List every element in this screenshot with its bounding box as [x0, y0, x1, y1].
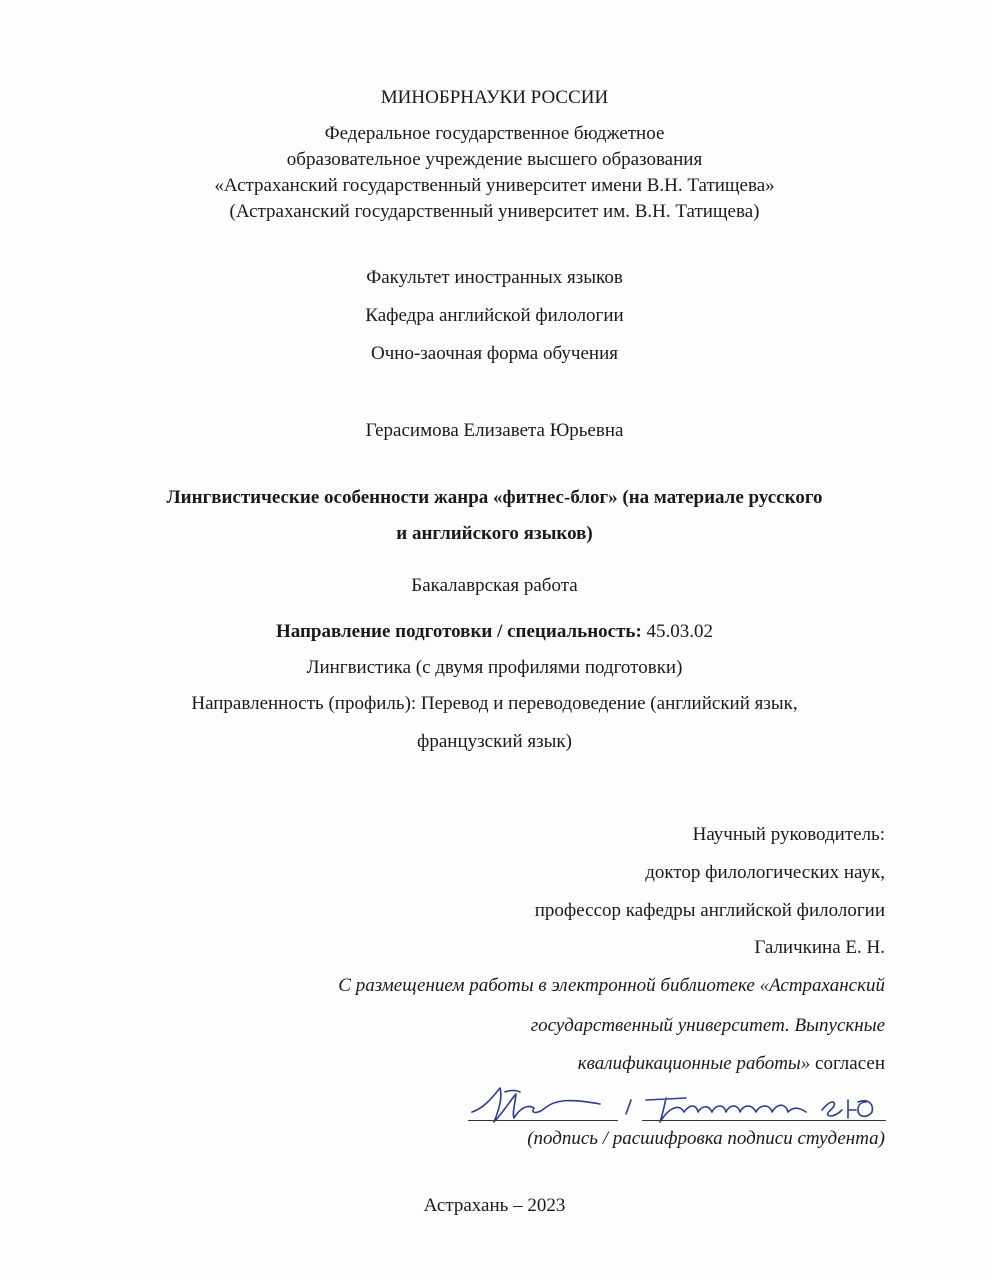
direction-code: 45.03.02	[641, 621, 714, 642]
consent-line-3	[578, 1052, 885, 1076]
direction-name: Лингвистика (с двумя профилями подготовки)	[306, 657, 683, 678]
profile-line-1: Направленность (профиль): Перевод и переводоведение (английский язык,	[191, 693, 798, 714]
supervisor-name: Галичкина Е. Н.	[754, 937, 885, 958]
city-year: Астрахань – 2023	[423, 1195, 566, 1216]
department-name: Кафедра английской филологии	[365, 305, 624, 326]
org-line-2: образовательное учреждение высшего образования	[286, 149, 703, 170]
thesis-title-line-2: и английского языков)	[396, 523, 593, 544]
direction-line	[0, 620, 989, 644]
signature-underline	[468, 1120, 618, 1121]
ministry-name: МИНОБРНАУКИ РОССИИ	[380, 87, 609, 108]
supervisor-position: профессор кафедры английской филологии	[534, 900, 885, 921]
consent-line-2: государственный университет. Выпускные	[530, 1015, 885, 1036]
consent-line-3-italic: квалификационные работы»	[577, 1053, 811, 1074]
study-form: Очно-заочная форма обучения	[371, 343, 618, 364]
consent-line-1: С размещением работы в электронной библиотеке «Астраханский	[338, 975, 885, 996]
supervisor-degree: доктор филологических наук,	[645, 862, 885, 883]
work-type: Бакалаврская работа	[411, 575, 578, 596]
signature-caption: (подпись / расшифровка подписи студента)	[527, 1128, 885, 1149]
consent-line-3-plain: согласен	[810, 1053, 885, 1074]
author-name: Герасимова Елизавета Юрьевна	[365, 420, 624, 441]
thesis-title-line-1: Лингвистические особенности жанра «фитнес-блог» (на материале русского	[166, 487, 823, 508]
direction-label: Направление подготовки / специальность:	[275, 621, 642, 642]
supervisor-label: Научный руководитель:	[692, 824, 885, 845]
profile-line-2: французский язык)	[417, 731, 572, 752]
faculty-name: Факультет иностранных языков	[366, 267, 623, 288]
org-line-1: Федеральное государственное бюджетное	[324, 123, 665, 144]
signature-decoding-underline	[642, 1120, 886, 1121]
university-short-name: (Астраханский государственный университет им. В.Н. Татищева)	[229, 201, 760, 222]
university-full-name: «Астраханский государственный университет имени В.Н. Татищева»	[214, 175, 775, 196]
